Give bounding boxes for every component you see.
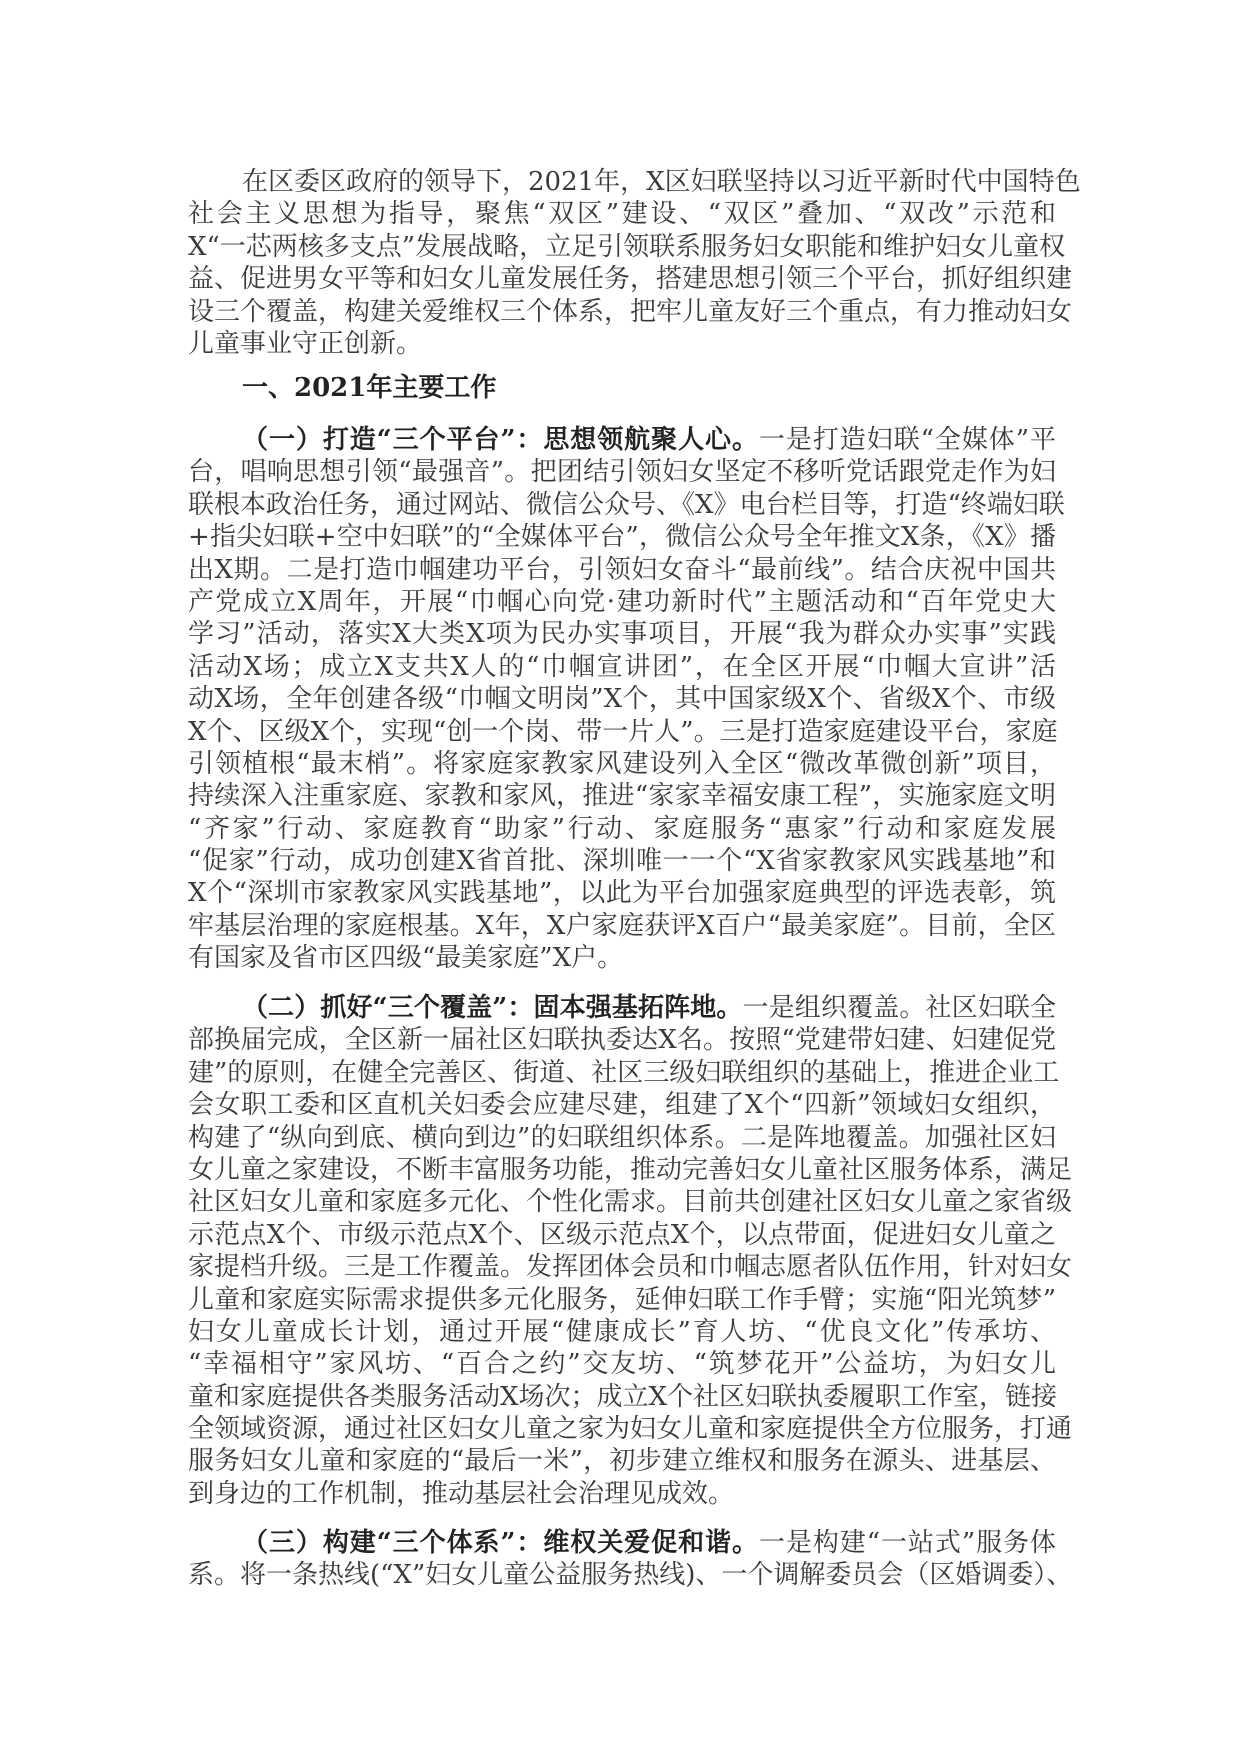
text-line xyxy=(188,1445,1056,1477)
section-paragraph-2 xyxy=(188,992,1073,1510)
line-text: “齐家”行动、家庭教育“助家”行动、家庭服务“惠家”行动和家庭发展 xyxy=(188,813,1056,844)
line-text: 出X期。二是打造巾帼建功平台，引领妇女奋斗“最前线”。结合庆祝中国共 xyxy=(188,554,1056,585)
text-line xyxy=(188,1089,1056,1121)
line-text: 一是组织覆盖。社区妇联全 xyxy=(742,993,1056,1023)
text-line xyxy=(188,296,1073,328)
line-text: 在区委区政府的领导下，2021年，X区妇联坚持以习近平新时代中国特色 xyxy=(242,167,1081,197)
line-text: 牢基层治理的家庭根基。X年，X户家庭获评X百户“最美家庭”。目前，全区 xyxy=(188,910,1056,941)
line-text: 活动X场；成立X支共X人的“巾帼宣讲团”，在全区开展“巾帼大宣讲”活 xyxy=(188,651,1056,682)
line-text: X“一芯两核多支点”发展战略，立足引领联系服务妇女职能和维护妇女儿童权 xyxy=(188,231,1066,262)
line-text: 有国家及省市区四级“最美家庭”X户。 xyxy=(188,943,624,974)
text-line xyxy=(188,1024,1056,1056)
section-paragraph-1 xyxy=(188,424,1065,975)
line-text: 产党成立X周年，开展“巾帼心向党·建功新时代”主题活动和“百年党史大 xyxy=(188,586,1056,617)
line-text: 儿童和家庭实际需求提供多元化服务，延伸妇联工作手臂；实施“阳光筑梦” xyxy=(188,1284,1056,1315)
text-line xyxy=(188,1413,1073,1445)
text-line xyxy=(188,1478,1056,1510)
text-line xyxy=(188,1251,1073,1283)
text-line xyxy=(188,683,1056,715)
line-text: 构建了“纵向到底、横向到边”的妇联组织体系。二是阵地覆盖。加强社区妇 xyxy=(188,1122,1056,1153)
text-line xyxy=(188,586,1056,618)
line-text: 引领植根“最末梢”。将家庭家教家风建设列入全区“微改革微创新”项目， xyxy=(188,748,1056,779)
line-text: 建”的原则，在健全完善区、街道、社区三级妇联组织的基础上，推进企业工 xyxy=(188,1057,1060,1088)
text-line xyxy=(188,198,1056,230)
line-text: 持续深入注重家庭、家教和家风，推进“家家幸福安康工程”，实施家庭文明 xyxy=(188,781,1056,812)
line-text: 到身边的工作机制，推动基层社会治理见成效。 xyxy=(188,1478,735,1509)
line-text: 童和家庭提供各类服务活动X场次；成立X个社区妇联执委履职工作室，链接 xyxy=(188,1381,1058,1412)
line-text: 台，唱响思想引领“最强音”。把团结引领妇女坚定不移听党话跟党走作为妇 xyxy=(188,457,1056,488)
line-text: 儿童事业守正创新。 xyxy=(188,328,423,359)
line-text: 女儿童之家建设，不断丰富服务功能，推动完善妇女儿童社区服务体系，满足 xyxy=(188,1154,1073,1185)
paragraph-lead: （二）抓好“三个覆盖”：固本强基拓阵地。 xyxy=(242,993,743,1023)
line-text: 一是打造妇联“全媒体”平 xyxy=(758,425,1056,455)
text-line xyxy=(188,845,1056,877)
text-line xyxy=(188,813,1056,845)
text-line xyxy=(188,489,1065,521)
text-line xyxy=(188,618,1056,650)
text-line xyxy=(188,1154,1073,1186)
section-heading: 一、2021年主要工作 xyxy=(242,373,497,403)
line-text: 会女职工委和区直机关妇委会应建尽建，组建了X个“四新”领域妇女组织， xyxy=(188,1090,1056,1121)
line-text: 社区妇女儿童和家庭多元化、个性化需求。目前共创建社区妇女儿童之家省级 xyxy=(188,1187,1073,1218)
text-line xyxy=(188,1316,1056,1348)
text-line xyxy=(188,1381,1056,1413)
line-text: X个“深圳市家教家风实践基地”，以此为平台加强家庭典型的评选表彰，筑 xyxy=(188,878,1056,909)
line-text: 益、促进男女平等和妇女儿童发展任务，搭建思想引领三个平台，抓好组织建 xyxy=(188,264,1073,295)
line-text: 示范点X个、市级示范点X个、区级示范点X个，以点带面，促进妇女儿童之 xyxy=(188,1219,1056,1250)
text-line xyxy=(188,1057,1060,1089)
text-line xyxy=(188,166,1081,198)
line-text: “促家”行动，成功创建X省首批、深圳唯一一个“X省家教家风实践基地”和 xyxy=(188,846,1056,877)
text-line xyxy=(188,716,1056,748)
text-line xyxy=(188,1527,1056,1559)
text-line xyxy=(188,651,1056,683)
line-text: 社会主义思想为指导，聚焦“双区”建设、“双区”叠加、“双改”示范和 xyxy=(188,199,1056,230)
text-line xyxy=(188,554,1056,586)
text-line xyxy=(188,780,1056,812)
text-line xyxy=(188,456,1056,488)
line-text: 部换届完成，全区新一届社区妇联执委达X名。按照“党建带妇建、妇建促党 xyxy=(188,1025,1056,1056)
line-text: 设三个覆盖，构建关爱维权三个体系，把牢儿童友好三个重点，有力推动妇女 xyxy=(188,296,1073,327)
paragraph-lead: （一）打造“三个平台”：思想领航聚人心。 xyxy=(242,425,759,455)
text-line xyxy=(188,328,1056,360)
text-line xyxy=(188,1284,1056,1316)
text-line xyxy=(188,424,1056,456)
line-text: “幸福相守”家风坊、“百合之约”交友坊、“筑梦花开”公益坊，为妇女儿 xyxy=(188,1349,1056,1380)
line-text: X个、区级X个，实现“创一个岗、带一片人”。三是打造家庭建设平台，家庭 xyxy=(188,716,1058,747)
line-text: 妇女儿童成长计划，通过开展“健康成长”育人坊、“优良文化”传承坊、 xyxy=(188,1316,1056,1347)
line-text: 一是构建“一站式”服务体 xyxy=(758,1528,1056,1558)
line-text: 服务妇女儿童和家庭的“最后一米”，初步建立维权和服务在源头、进基层、 xyxy=(188,1446,1056,1477)
section-paragraph-3 xyxy=(188,1527,1073,1592)
line-text: +指尖妇联+空中妇联”的“全媒体平台”，微信公众号全年推文X条，《X》播 xyxy=(188,522,1056,553)
text-line xyxy=(188,877,1056,909)
line-text: 家提档升级。三是工作覆盖。发挥团体会员和巾帼志愿者队伍作用，针对妇女 xyxy=(188,1252,1073,1283)
text-line xyxy=(188,1559,1073,1591)
text-line xyxy=(188,1186,1073,1218)
text-line xyxy=(188,521,1056,553)
text-line xyxy=(188,1348,1056,1380)
line-text: 学习”活动，落实X大类X项为民办实事项目，开展“我为群众办实事”实践 xyxy=(188,619,1056,650)
line-text: 联根本政治任务，通过网站、微信公众号、《X》电台栏目等，打造“终端妇联 xyxy=(188,489,1065,520)
paragraph-lead: （三）构建“三个体系”：维权关爱促和谐。 xyxy=(242,1528,759,1558)
text-line xyxy=(188,748,1056,780)
line-text: 动X场，全年创建各级“巾帼文明岗”X个，其中国家级X个、省级X个、市级 xyxy=(188,684,1056,715)
line-text: 系。将一条热线(“X”妇女儿童公益服务热线)、一个调解委员会（区婚调委）、 xyxy=(188,1560,1073,1591)
text-line xyxy=(188,942,1056,974)
line-text: 全领域资源，通过社区妇女儿童之家为妇女儿童和家庭提供全方位服务，打通 xyxy=(188,1414,1073,1445)
text-line xyxy=(188,263,1073,295)
text-line xyxy=(188,1219,1056,1251)
text-line xyxy=(188,1122,1056,1154)
intro-paragraph xyxy=(188,166,1081,360)
text-line xyxy=(188,992,1056,1024)
text-line xyxy=(188,910,1056,942)
text-line xyxy=(188,231,1066,263)
